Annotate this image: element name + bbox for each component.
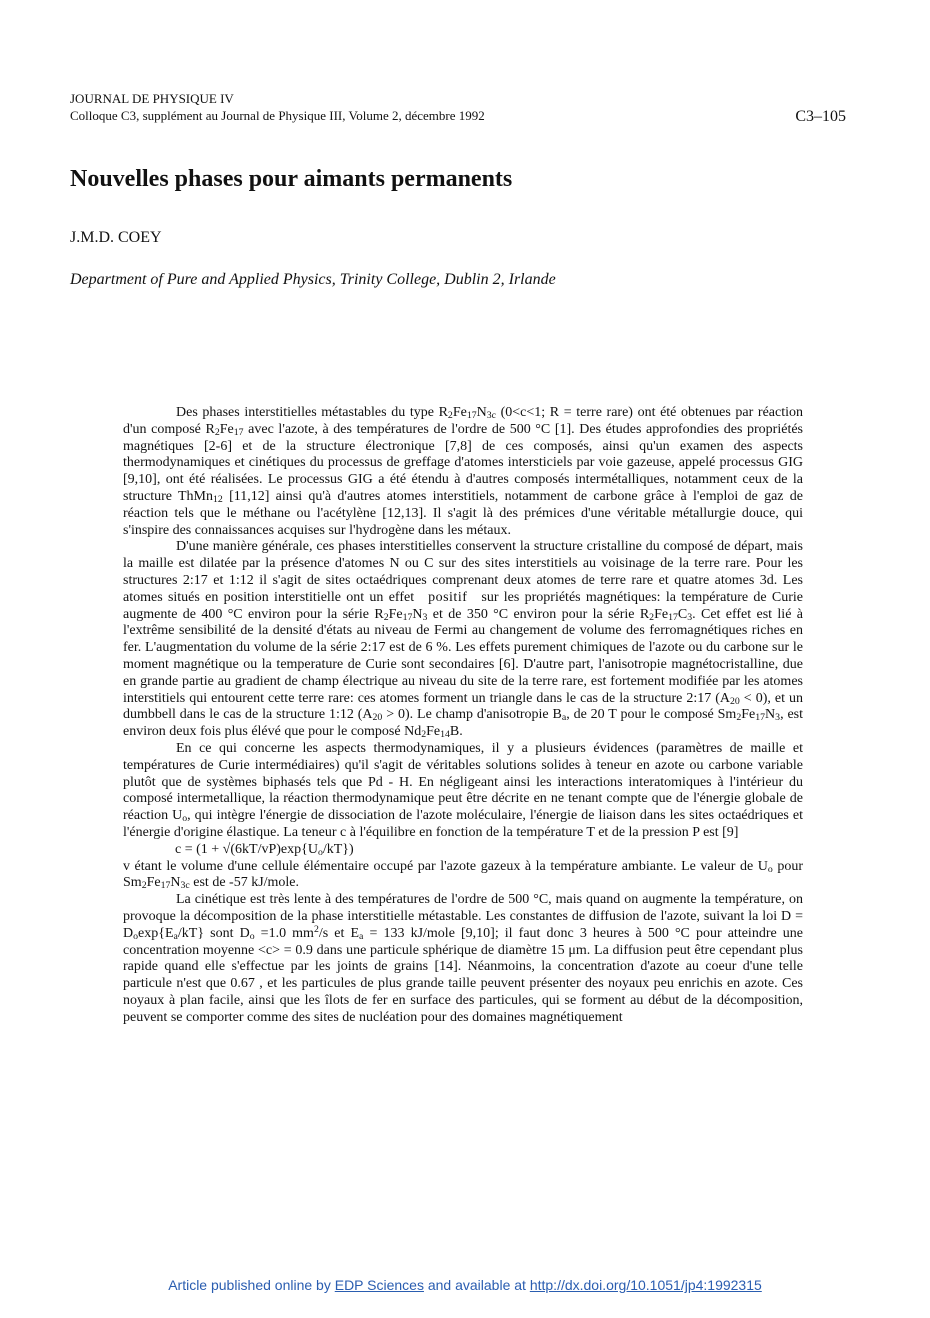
journal-name: JOURNAL DE PHYSIQUE IV bbox=[70, 91, 234, 106]
publication-footer: Article published online by EDP Sciences and available at http://dx.doi.org/10.1051/jp4:1992315 bbox=[168, 1277, 762, 1293]
paragraph-4: v étant le volume d'une cellule élémentaire occupé par l'azote gazeux à la température ambiante. Le valeur de $U_o$ pour $Sm_2Fe_{17}N_{3c}$ est de -57 kJ/mole. bbox=[123, 858, 803, 892]
paragraph-3: En ce qui concerne les aspects thermodynamiques, il y a plusieurs évidences (paramètres de maille et températures de Curie intermédiaires) qu'il s'agit de véritables solutions solides à teneur en azote ou carbone variable plutôt que de systèmes biphasés tels que Pd - H. En négligeant ainsi les interactions interatomiques à l'intérieur du composé intermetallique, la réaction thermodynamique peut être décrite en ne tenant compte que de l'énergie globale de réaction $U_o$, qui intègre l'énergie de dissociation de l'azote moléculaire, l'énergie de liaison dans les sites octaédriques et l'énergie d'origine élastique. La teneur c à l'équilibre en fonction de la température T et de la pression P est [9] bbox=[123, 740, 803, 840]
author-affiliation: Department of Pure and Applied Physics, Trinity College, Dublin 2, Irlande bbox=[70, 271, 556, 288]
doi-link[interactable]: http://dx.doi.org/10.1051/jp4:1992315 bbox=[529, 1277, 762, 1293]
article-body bbox=[123, 405, 803, 1026]
page-number: C3–105 bbox=[795, 108, 846, 125]
article-title: Nouvelles phases pour aimants permanents bbox=[70, 166, 513, 192]
publisher-link[interactable]: EDP Sciences bbox=[334, 1277, 424, 1293]
author-name: J.M.D. COEY bbox=[70, 229, 162, 246]
paragraph-1: Des phases interstitielles métastables du type $R_2Fe_{17}N_{3c}$ (0<c<1; R = terre rare) ont été obtenues par réaction d'un composé $R_2Fe_{17}$ avec l'azote, à des températures de l'ordre de 500 °C [1]. Des études approfondies des propriétés magnétiques [2-6] et de la structure électronique [7,8] de ces composés, ainsi qu'un examen des aspects thermodynamiques et cinétiques du processus de greffage d'atomes intersticiels par voie gazeuse, appelé processus GIG [9,10], ont été réalisées. Le processus GIG a été étendu à d'autres composés intermétalliques, notamment ceux de la structure ThMn$_{12}$ [11,12] ainsi qu'à d'autres atomes interstitiels, notamment de carbone grâce à l'emploi de gaz de réaction tels que le méthane ou l'acétylène [12,13]. Il s'agit là des prémices d'une véritable métallurgie douce, qui s'inspire des connaissances acquises sur l'hydrogène dans les métaux. bbox=[123, 405, 803, 538]
paragraph-2: D'une manière générale, ces phases interstitielles conservent la structure cristalline du composé de départ, mais la maille est dilatée par la présence d'atomes N ou C sur des sites interstitiels au voisinage de la terre rare. Pour les structures 2:17 et 1:12 il s'agit de sites octaédriques comprenant deux atomes de terre rare et quatre atomes 3d. Les atomes situés en position interstitielle ont un effet positif sur les propriétés magnétiques: la température de Curie augmente de 400 °C environ pour la série $R_2Fe_{17}N_3$ et de 350 °C environ pour la série $R_2Fe_{17}C_3$. Cet effet est lié à l'extrême sensibilité de la densité d'états au niveau de Fermi au changement de volume des ferromagnétiques riches en fer. L'augmentation du volume de la série 2:17 est de 6 %. Les effets purement chimiques de l'azote ou du carbone sur le moment magnétique ou la temperature de Curie sont secondaires [6]. D'autre part, l'anisotropie magnétocristalline, due en grande partie au gradient de champ électrique au niveau du site de la terre rare, est fortement modifiée par les atomes interstitiels qui entourent cette terre rare: ces atomes forment un triangle dans le cas de la structure 2:17 $(A_{20} < 0)$, et un dumbbell dans le cas de la structure 1:12 $(A_{20} > 0)$. Le champ d'anisotropie $B_a$, de 20 T pour le composé $Sm_2Fe_{17}N_3$, est environ deux fois plus élévé que pour le composé $Nd_2Fe_{14}B$. bbox=[123, 539, 803, 741]
equilibrium-formula: $c = (1 + √(6kT/vP)\exp\{U_o/kT\})$ bbox=[175, 841, 354, 858]
colloque-line: Colloque C3, supplément au Journal de Physique III, Volume 2, décembre 1992 bbox=[70, 108, 485, 123]
paragraph-5: La cinétique est très lente à des températures de l'ordre de 500 °C, mais quand on augmente la température, on provoque la décomposition de la phase interstitielle métastable. Les constantes de diffusion de l'azote, suivant la loi $D = D_o\exp\{E_a/kT\}$ sont $D_o =1.0$ $mm^2/s$ et $E_a = 133$ kJ/mole [9,10]; il faut donc 3 heures à 500 °C pour atteindre une concentration moyenne <c> = 0.9 dans une particule sphérique de diamètre 15 μm. La diffusion peut être cependant plus rapide quand elle s'effectue par les joints de grains [14]. Néanmoins, la concentration d'azote au coeur d'une telle particule n'est que 0.67 , et les particules de plus grande taille peuvent présenter des noyaux peu enrichis en azote. Ces noyaux à plan facile, ainsi que les îlots de fer en surface des particules, qui se forment au début de la décomposition, peuvent se comporter comme des sites de nucléation pour des domaines magnétiquement bbox=[123, 892, 803, 1025]
